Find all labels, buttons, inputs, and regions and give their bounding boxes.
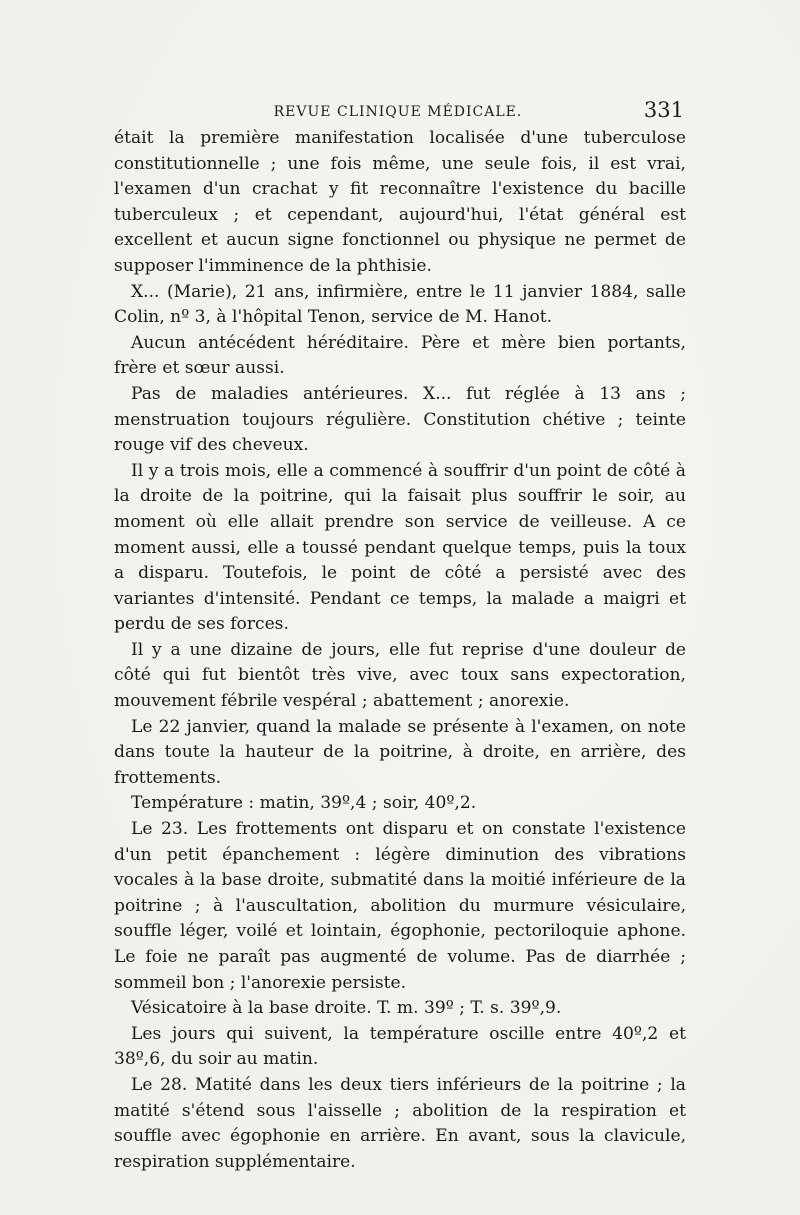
- paragraph-treatment: Vésicatoire à la base droite. T. m. 39º ; T. s. 39º,9.: [131, 998, 562, 1019]
- paragraph-onset: Il y a trois mois, elle a commencé à souffrir d'un point de côté à la droite de la poitrine, qui la faisait plus souffrir le soir, au moment où elle allait prendre son service de veilleuse. A ce moment aussi, elle a toussé pendant quelque temps, puis la toux a disparu. Toutefois, le point de côté a persisté avec des variantes d'intensité. Pendant ce temps, la malade a maigri et perdu de ses forces.: [114, 460, 686, 635]
- running-head: REVUE CLINIQUE MÉDICALE.: [273, 104, 523, 120]
- paragraph-continuation: était la première manifestation localisée d'une tuberculose constitutionnelle ; une fois même, une seule fois, il est vrai, l'examen d'un crachat y fit reconnaître l'existence du bacille tuberculeux ; et cependant, aujourd'hui, l'état général est excellent et aucun signe fonctionnel ou physique ne permet de supposer l'imminence de la phthisie.: [114, 128, 686, 276]
- paragraph-history: Pas de maladies antérieures. X... fut réglée à 13 ans ; menstruation toujours régulière. Constitution chétive ; teinte rouge vif des cheveux.: [114, 383, 686, 456]
- paragraph-patient-intro: X... (Marie), 21 ans, infirmière, entre le 11 janvier 1884, salle Colin, nº 3, à l'hôpital Tenon, service de M. Hanot.: [114, 281, 686, 328]
- body-text: [114, 126, 686, 1175]
- paragraph-exam-22: Le 22 janvier, quand la malade se présente à l'examen, on note dans toute la hauteur de la poitrine, à droite, en arrière, des frottements.: [114, 716, 686, 788]
- paragraph-exam-28: Le 28. Matité dans les deux tiers inférieurs de la poitrine ; la matité s'étend sous l'aisselle ; abolition de la respiration et souffle avec égophonie en arrière. En avant, sous la clavicule, respiration supplémentaire.: [114, 1074, 686, 1172]
- paragraph-heredity: Aucun antécédent héréditaire. Père et mère bien portants, frère et sœur aussi.: [114, 332, 686, 379]
- paragraph-temperature: Température : matin, 39º,4 ; soir, 40º,2.: [131, 793, 477, 814]
- paragraph-following-days: Les jours qui suivent, la température oscille entre 40º,2 et 38º,6, du soir au matin.: [114, 1023, 686, 1070]
- paragraph-exam-23: Le 23. Les frottements ont disparu et on constate l'existence d'un petit épanchement : légère diminution des vibrations vocales à la base droite, submatité dans la moitié inférieure de la poitrine ; à l'auscultation, abolition du murmure vésiculaire, souffle léger, voilé et lointain, égophonie, pectoriloquie aphone. Le foie ne paraît pas augmenté de volume. Pas de diarrhée ; sommeil bon ; l'anorexie persiste.: [114, 819, 686, 993]
- page-number: 331: [643, 98, 684, 122]
- page-header: [112, 96, 684, 126]
- paragraph-relapse: Il y a une dizaine de jours, elle fut reprise d'une douleur de côté qui fut bientôt très vive, avec toux sans expectoration, mouvement fébrile vespéral ; abattement ; anorexie.: [114, 639, 686, 712]
